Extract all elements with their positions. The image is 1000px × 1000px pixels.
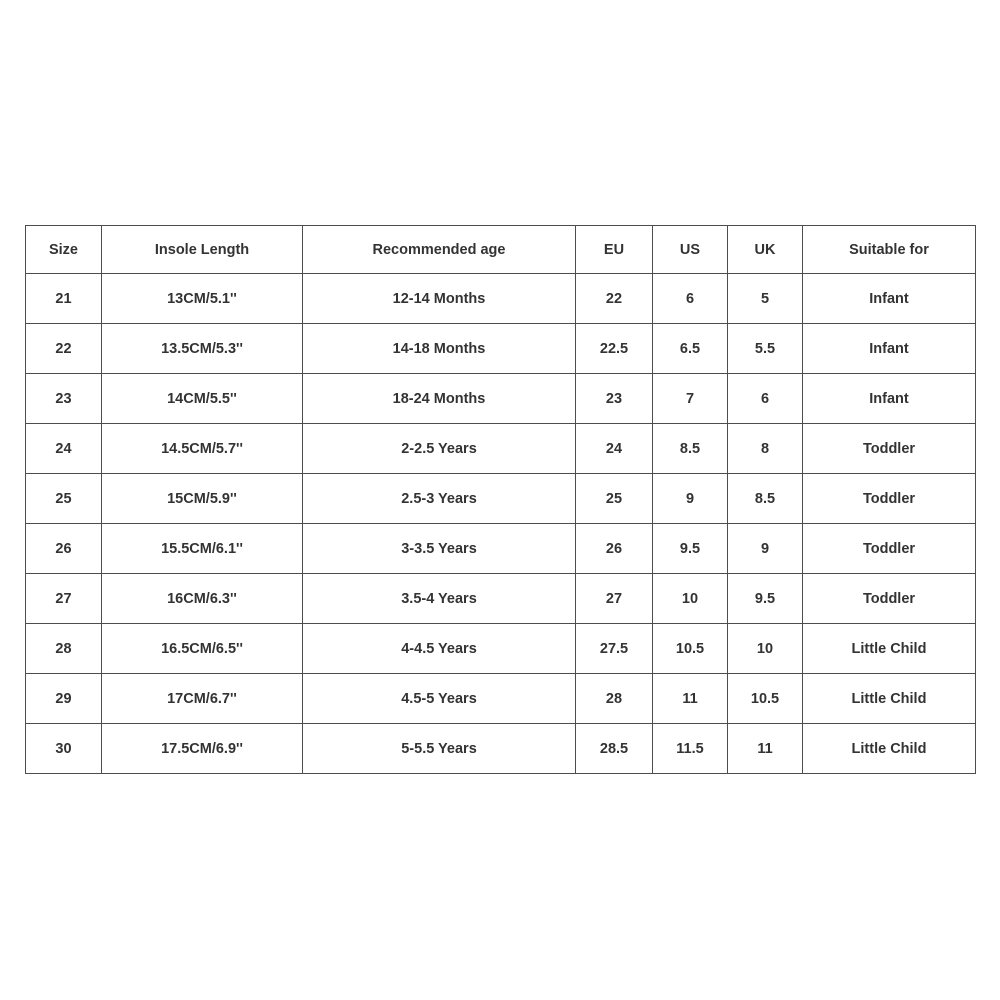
- table-cell: 27.5: [576, 624, 653, 674]
- size-table-body: [26, 274, 976, 774]
- table-cell: 6: [653, 274, 728, 324]
- table-cell: 9.5: [728, 574, 803, 624]
- table-cell: 17.5CM/6.9'': [102, 724, 303, 774]
- table-cell: 10.5: [653, 624, 728, 674]
- table-cell: 6.5: [653, 324, 728, 374]
- table-cell: 13.5CM/5.3'': [102, 324, 303, 374]
- table-row: [26, 674, 976, 724]
- table-cell: 23: [576, 374, 653, 424]
- table-cell: 6: [728, 374, 803, 424]
- column-header-insole-length: Insole Length: [102, 226, 303, 274]
- column-header-eu: EU: [576, 226, 653, 274]
- column-header-suitable-for: Suitable for: [803, 226, 976, 274]
- table-cell: 24: [26, 424, 102, 474]
- table-cell: Little Child: [803, 674, 976, 724]
- table-cell: 8: [728, 424, 803, 474]
- table-cell: 27: [26, 574, 102, 624]
- table-row: [26, 274, 976, 324]
- table-row: [26, 724, 976, 774]
- table-cell: 14-18 Months: [303, 324, 576, 374]
- table-row: [26, 424, 976, 474]
- column-header-us: US: [653, 226, 728, 274]
- table-cell: 4.5-5 Years: [303, 674, 576, 724]
- table-row: [26, 374, 976, 424]
- table-cell: 8.5: [653, 424, 728, 474]
- table-cell: 22: [26, 324, 102, 374]
- column-header-uk: UK: [728, 226, 803, 274]
- table-row: [26, 524, 976, 574]
- table-row: [26, 624, 976, 674]
- table-cell: Toddler: [803, 424, 976, 474]
- table-cell: Infant: [803, 274, 976, 324]
- table-cell: 11: [728, 724, 803, 774]
- table-cell: 9: [653, 474, 728, 524]
- table-cell: 8.5: [728, 474, 803, 524]
- table-cell: 4-4.5 Years: [303, 624, 576, 674]
- table-row: [26, 574, 976, 624]
- table-cell: 3.5-4 Years: [303, 574, 576, 624]
- table-cell: 12-14 Months: [303, 274, 576, 324]
- table-cell: 10.5: [728, 674, 803, 724]
- table-cell: 22.5: [576, 324, 653, 374]
- table-cell: Infant: [803, 324, 976, 374]
- table-cell: 15CM/5.9'': [102, 474, 303, 524]
- table-cell: 17CM/6.7'': [102, 674, 303, 724]
- table-cell: 2-2.5 Years: [303, 424, 576, 474]
- table-cell: 22: [576, 274, 653, 324]
- table-cell: 11: [653, 674, 728, 724]
- table-cell: 18-24 Months: [303, 374, 576, 424]
- table-cell: 16CM/6.3'': [102, 574, 303, 624]
- table-cell: 5.5: [728, 324, 803, 374]
- table-cell: 28: [26, 624, 102, 674]
- table-cell: 27: [576, 574, 653, 624]
- table-cell: 11.5: [653, 724, 728, 774]
- table-cell: 28: [576, 674, 653, 724]
- table-cell: 21: [26, 274, 102, 324]
- table-cell: Little Child: [803, 724, 976, 774]
- table-cell: 30: [26, 724, 102, 774]
- table-cell: 26: [26, 524, 102, 574]
- table-cell: 5-5.5 Years: [303, 724, 576, 774]
- table-cell: 2.5-3 Years: [303, 474, 576, 524]
- table-row: [26, 324, 976, 374]
- table-cell: Toddler: [803, 474, 976, 524]
- table-cell: 7: [653, 374, 728, 424]
- table-cell: Little Child: [803, 624, 976, 674]
- table-cell: 16.5CM/6.5'': [102, 624, 303, 674]
- table-cell: 10: [653, 574, 728, 624]
- table-cell: 5: [728, 274, 803, 324]
- table-cell: Toddler: [803, 574, 976, 624]
- column-header-size: Size: [26, 226, 102, 274]
- table-cell: 9: [728, 524, 803, 574]
- table-cell: Infant: [803, 374, 976, 424]
- size-chart-table: [25, 225, 976, 774]
- table-cell: 28.5: [576, 724, 653, 774]
- table-cell: 10: [728, 624, 803, 674]
- table-cell: 25: [26, 474, 102, 524]
- table-cell: 14.5CM/5.7'': [102, 424, 303, 474]
- table-cell: 25: [576, 474, 653, 524]
- table-cell: 13CM/5.1'': [102, 274, 303, 324]
- table-cell: 9.5: [653, 524, 728, 574]
- table-cell: 14CM/5.5'': [102, 374, 303, 424]
- table-cell: 15.5CM/6.1'': [102, 524, 303, 574]
- table-cell: 23: [26, 374, 102, 424]
- table-cell: 24: [576, 424, 653, 474]
- table-row: [26, 474, 976, 524]
- table-header-row: [26, 226, 976, 274]
- table-cell: 3-3.5 Years: [303, 524, 576, 574]
- column-header-recommended-age: Recommended age: [303, 226, 576, 274]
- table-cell: 26: [576, 524, 653, 574]
- table-cell: Toddler: [803, 524, 976, 574]
- table-cell: 29: [26, 674, 102, 724]
